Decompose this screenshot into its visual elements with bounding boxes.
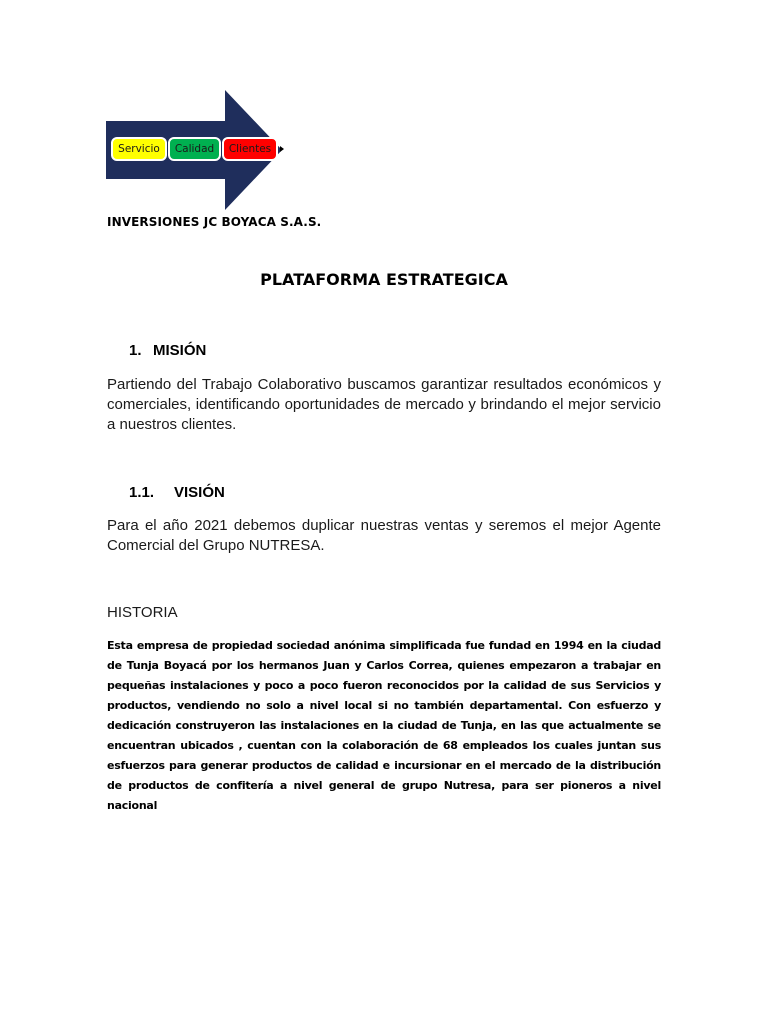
vision-heading — [129, 484, 225, 501]
vision-number: 1.1. — [129, 484, 155, 501]
mision-title: MISIÓN — [153, 342, 207, 359]
logo-pill-calidad: Calidad — [168, 137, 221, 161]
page-title: PLATAFORMA ESTRATEGICA — [260, 270, 508, 289]
mision-number: 1. — [129, 342, 142, 359]
company-logo — [106, 90, 286, 212]
historia-title: HISTORIA — [107, 604, 178, 621]
vision-text: Para el año 2021 debemos duplicar nuestras ventas y seremos el mejor Agente Comercial del Grupo NUTRESA. — [107, 517, 661, 554]
vision-title: VISIÓN — [174, 484, 225, 501]
logo-pill-servicio: Servicio — [111, 137, 167, 161]
historia-text: Esta empresa de propiedad sociedad anónima simplificada fue fundad en 1994 en la ciudad de Tunja Boyacá por los hermanos Juan y Carlos Correa, quienes empezaron a trabajar en pequeñas instalaciones y poco a poco fueron reconocidos por la calidad de sus Servicios y productos, vendiendo no solo a nivel local si no también departamental. Con esfuerzo y dedicación construyeron las instalaciones en la ciudad de Tunja, en las que actualmente se encuentran ubicados , cuentan con la colaboración de 68 empleados los cuales juntan sus esfuerzos para generar productos de calidad e incursionar en el mercado de la distribución de productos de confitería a nivel general de grupo Nutresa, para ser pioneros a nivel nacional — [107, 639, 661, 812]
mision-text: Partiendo del Trabajo Colaborativo buscamos garantizar resultados económicos y comerciales, identificando oportunidades de mercado y brindando el mejor servicio a nuestros clientes. — [107, 376, 661, 433]
company-name: INVERSIONES JC BOYACA S.A.S. — [107, 215, 322, 229]
mision-heading — [129, 342, 206, 359]
logo-pill-clientes: Clientes — [222, 137, 278, 161]
small-arrow-icon — [280, 146, 284, 152]
